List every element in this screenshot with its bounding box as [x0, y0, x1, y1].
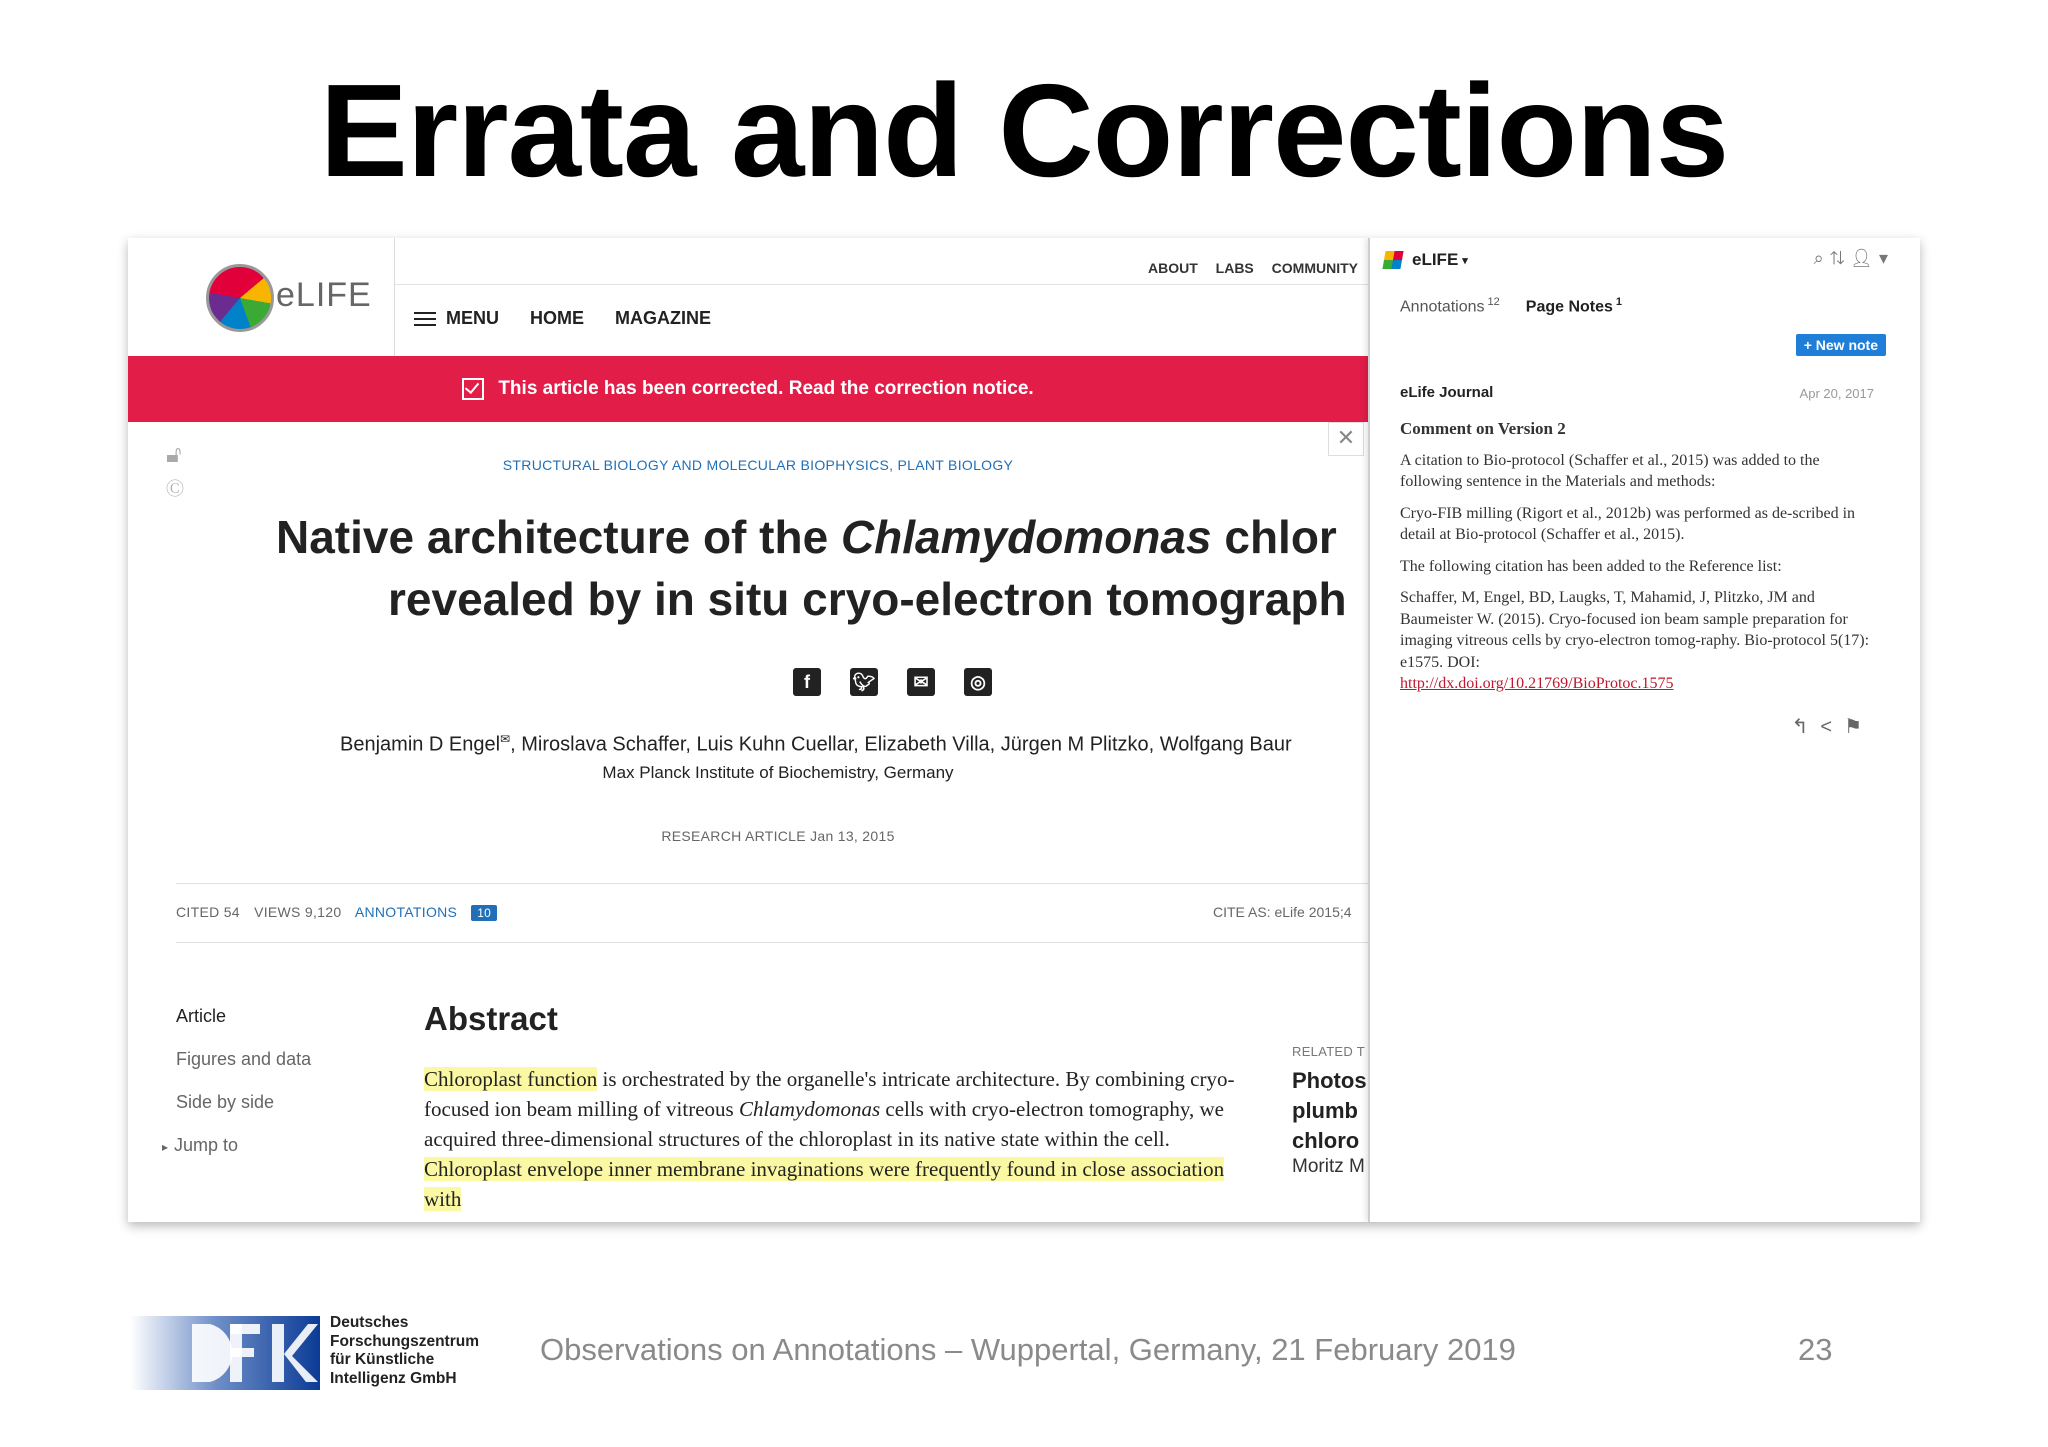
correction-banner-text: This article has been corrected. Read the correction notice.: [498, 378, 1034, 399]
article-title-line-1: Native architecture of the Chlamydomonas chlor: [276, 511, 1337, 563]
note-date[interactable]: Apr 20, 2017: [1799, 386, 1874, 401]
side-nav-figures[interactable]: Figures and data: [176, 1049, 312, 1069]
magazine-link[interactable]: MAGAZINE: [615, 308, 711, 328]
metrics-divider-bottom: [176, 942, 1368, 943]
metrics-divider-top: [176, 883, 1368, 884]
home-link[interactable]: HOME: [530, 308, 584, 328]
dfki-logo: [130, 1316, 320, 1390]
screenshot-frame: [128, 238, 1920, 1222]
highlight-annotation[interactable]: Chloroplast function: [424, 1067, 598, 1091]
elife-logo-mark: [206, 264, 274, 332]
reddit-icon[interactable]: ◎: [964, 668, 992, 696]
search-icon[interactable]: ⌕: [1813, 248, 1830, 268]
license-icons: [166, 438, 184, 506]
authors-rest: , Miroslava Schaffer, Luis Kuhn Cuellar, Elizabeth Villa, Jürgen M Plitzko, Wolfgang Baur: [510, 733, 1292, 756]
share-icons: [793, 668, 1021, 696]
nav-divider: [394, 284, 1368, 285]
dfki-name: Deutsches Forschungszentrum für Künstliche Intelligenz GmbH: [330, 1314, 479, 1387]
about-link[interactable]: ABOUT: [1147, 260, 1198, 276]
checkbox-icon: [462, 378, 484, 400]
email-author-icon[interactable]: ✉: [500, 732, 511, 746]
main-nav: [414, 308, 742, 329]
close-panel-button[interactable]: ✕: [1328, 422, 1364, 456]
flag-icon[interactable]: ⚑: [1844, 716, 1874, 738]
elife-logo-icon: [1382, 251, 1403, 269]
views-count[interactable]: VIEWS 9,120: [254, 904, 342, 920]
cite-as: CITE AS: eLife 2015;4: [1213, 904, 1352, 920]
highlight-annotation[interactable]: Chloroplast envelope inner membrane invaginations were frequently found in close association with: [424, 1157, 1225, 1211]
footer-caption: Observations on Annotations – Wuppertal, Germany, 21 February 2019: [540, 1332, 1516, 1367]
doi-link[interactable]: http://dx.doi.org/10.21769/BioProtoc.1575: [1400, 675, 1674, 692]
correction-banner[interactable]: [128, 356, 1368, 422]
note-paragraph: A citation to Bio-protocol (Schaffer et al., 2015) was added to the following sentence in the Materials and methods:: [1400, 451, 1820, 490]
author-list: [340, 732, 1292, 757]
elife-logo-text: eLIFE: [276, 276, 372, 314]
reply-icon[interactable]: ↰: [1791, 716, 1821, 738]
menu-button[interactable]: MENU: [446, 308, 499, 328]
twitter-icon[interactable]: 🐦︎: [850, 668, 878, 696]
note-author[interactable]: eLife Journal: [1400, 384, 1494, 401]
chevron-right-icon: ▸: [162, 1140, 169, 1154]
note-body: [1400, 418, 1870, 695]
hamburger-icon[interactable]: [414, 311, 438, 327]
panel-toolbar: [1814, 248, 1894, 269]
abstract-heading: Abstract: [424, 1000, 558, 1037]
tab-annotations[interactable]: Annotations $^{12}$: [1400, 296, 1500, 316]
side-nav-side-by-side[interactable]: Side by side: [176, 1092, 275, 1112]
sidebar-tabs: [1400, 296, 1648, 316]
related-article-title[interactable]: Photos plumb chloro: [1292, 1068, 1367, 1153]
tab-page-notes[interactable]: Page Notes $^1$: [1525, 296, 1623, 316]
note-paragraph: Cryo-FIB milling (Rigort et al., 2012b) was performed as de-scribed in detail at Bio-protocol (Schaffer et al., 2015).: [1400, 504, 1856, 543]
new-note-button[interactable]: + New note: [1796, 334, 1886, 356]
annotation-sidebar: [1368, 238, 1920, 1222]
share-icon[interactable]: <: [1820, 716, 1845, 738]
email-icon[interactable]: ✉: [907, 668, 935, 696]
creative-commons-icon[interactable]: Ⓒ: [166, 479, 184, 499]
facebook-icon[interactable]: f: [793, 668, 821, 696]
community-link[interactable]: COMMUNITY: [1271, 260, 1358, 276]
side-nav-jump-to[interactable]: ▸ Jump to: [162, 1135, 239, 1155]
top-navigation: [394, 238, 1368, 357]
related-article-author: Moritz M: [1292, 1156, 1365, 1177]
related-label: RELATED T: [1292, 1044, 1366, 1059]
article-side-nav: [162, 1006, 312, 1178]
cited-count[interactable]: CITED 54: [176, 904, 240, 920]
side-nav-article[interactable]: Article: [176, 1006, 227, 1026]
sort-icon[interactable]: ⇅: [1829, 248, 1851, 268]
abstract-text: Chloroplast function is orchestrated by the organelle's intricate architecture. By combining cryo-focused ion beam milling of vitreous Chlamydomonas cells with cryo-electron tomography, we acquired three-dimensional structures of the chloroplast in its native state within the cell. Chloroplast envelope inner membrane invaginations were frequently found in close association with: [424, 1067, 1235, 1211]
affiliation: Max Planck Institute of Biochemistry, Germany: [602, 763, 954, 782]
elife-article-page: [128, 238, 1368, 1222]
user-icon[interactable]: 👤︎▾: [1850, 248, 1894, 268]
author-link[interactable]: Benjamin D Engel: [340, 733, 501, 756]
slide-title: Errata and Corrections: [319, 57, 1729, 204]
article-metrics: [176, 904, 517, 921]
note-actions: [1792, 714, 1874, 739]
open-access-icon[interactable]: 🔓︎: [166, 441, 182, 468]
subject-categories[interactable]: STRUCTURAL BIOLOGY AND MOLECULAR BIOPHYSICS, PLANT BIOLOGY: [502, 457, 1014, 473]
page-number: 23: [1798, 1332, 1833, 1367]
group-selector[interactable]: eLIFE ▾: [1384, 250, 1468, 270]
elife-logo[interactable]: [128, 238, 395, 356]
annotations-count-badge: 10: [471, 905, 497, 921]
article-title-line-2: revealed by in situ cryo-electron tomograph: [388, 573, 1347, 625]
note-heading: Comment on Version 2: [1400, 419, 1566, 438]
labs-link[interactable]: LABS: [1215, 260, 1254, 276]
annotations-link[interactable]: ANNOTATIONS 10: [355, 904, 507, 920]
caret-down-icon: ▾: [1462, 254, 1468, 267]
note-paragraph: Schaffer, M, Engel, BD, Laugks, T, Mahamid, J, Plitzko, JM and Baumeister W. (2015). Cryo-focused ion beam sample preparation for imaging vitreous cells by cryo-electron tomog-raphy. Bio-protocol 5(17): e1575. DOI: http://dx.doi.org/10.21769/BioProtoc.1575: [1400, 589, 1870, 692]
utility-links: [1134, 260, 1358, 276]
note-paragraph: The following citation has been added to the Reference list:: [1400, 557, 1782, 575]
article-type-date: RESEARCH ARTICLE Jan 13, 2015: [661, 828, 895, 844]
